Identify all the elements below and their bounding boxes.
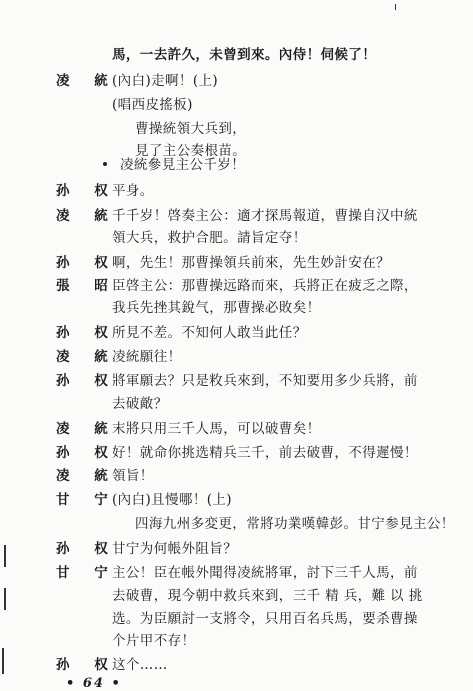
dialogue-text: 这个……	[112, 657, 168, 673]
scan-mark	[395, 4, 396, 10]
speaker-name: 凌 統	[56, 468, 118, 484]
verse-line: 四海九州多変更，常將功業嘆韓彭。甘宁参見主公！	[135, 516, 455, 532]
dialogue-text: 將軍願去？只是敉兵來到，不知要用多少兵將，前	[112, 373, 418, 389]
speaker-name: 孙 权	[56, 373, 118, 389]
stage-direction: (唱西皮搖板)	[112, 97, 193, 113]
dialogue-text: 領旨！	[112, 468, 154, 484]
dialogue-text: 凌統參見主公千岁！	[120, 157, 246, 173]
dialogue-text: (內白)走啊！(上)	[112, 73, 219, 89]
dialogue-text: (內白)且慢哪！(上)	[112, 492, 232, 508]
dialogue-text: 去破曹，現今朝中救兵來到，三千 精 兵，難 以 挑	[112, 588, 423, 604]
speaker-name: 孙 权	[56, 255, 118, 271]
speaker-name: 孙 权	[56, 325, 118, 341]
scan-mark	[4, 545, 6, 567]
dialogue-text: 甘宁为何帳外阻旨？	[112, 541, 238, 557]
speaker-name: 凌 統	[56, 349, 118, 365]
dialogue-text: 臣啓主公：那曹操远路而來，兵將正在疲乏之際，	[112, 278, 418, 294]
scan-mark	[2, 648, 4, 674]
dialogue-text: 末將只用三千人馬，可以破曹矣！	[112, 421, 321, 437]
dialogue-text: 选。为臣願討一支將令，只用百名兵馬，要杀曹操	[112, 611, 418, 627]
page-number: • 64 •	[66, 676, 122, 691]
speaker-name: 凌 統	[56, 421, 118, 437]
dialogue-text: 啊，先生！那曹操領兵前來，先生妙計安在？	[112, 255, 390, 271]
dialogue-text: 千千岁！啓奏主公：適才探馬報道，曹操自汉中統	[112, 208, 418, 224]
scan-mark	[4, 588, 6, 610]
verse-line: 曹操統領大兵到，	[135, 121, 247, 137]
verse-line: 見了主公奏根苗。	[135, 143, 247, 159]
dialogue-text: 凌統願往！	[112, 349, 182, 365]
speaker-name: 凌 統	[56, 208, 118, 224]
dialogue-text: 平身。	[112, 183, 154, 199]
dialogue-text: 去破敵？	[112, 396, 168, 412]
dialogue-text: 个片甲不存！	[112, 633, 196, 649]
speaker-name: 甘 宁	[56, 565, 118, 581]
speaker-name: 孙 权	[56, 541, 118, 557]
dialogue-text: 我兵先挫其銳气，那曹操必敗矣！	[112, 300, 321, 316]
dialogue-text: 主公！臣在帳外聞得凌統將軍，討下三千人馬，前	[112, 565, 418, 581]
speaker-name: 孙 权	[56, 445, 118, 461]
dialogue-text: 好！就命你挑选精兵三千，前去破曹，不得遲慢！	[112, 445, 418, 461]
speaker-name: 甘 宁	[56, 492, 118, 508]
speaker-name: 凌 統	[56, 73, 118, 89]
dialogue-text: 馬，一去許久，未曾到來。內侍！伺候了！	[112, 47, 377, 63]
dialogue-text: 所見不差。不知何人敢当此任？	[112, 325, 307, 341]
speaker-name: 張 昭	[56, 278, 118, 294]
speaker-name: 孙 权	[56, 657, 118, 673]
dialogue-text: 領大兵，救护合肥。請旨定夺！	[112, 230, 307, 246]
speaker-name: 孙 权	[56, 183, 118, 199]
bullet-dot	[103, 162, 107, 166]
